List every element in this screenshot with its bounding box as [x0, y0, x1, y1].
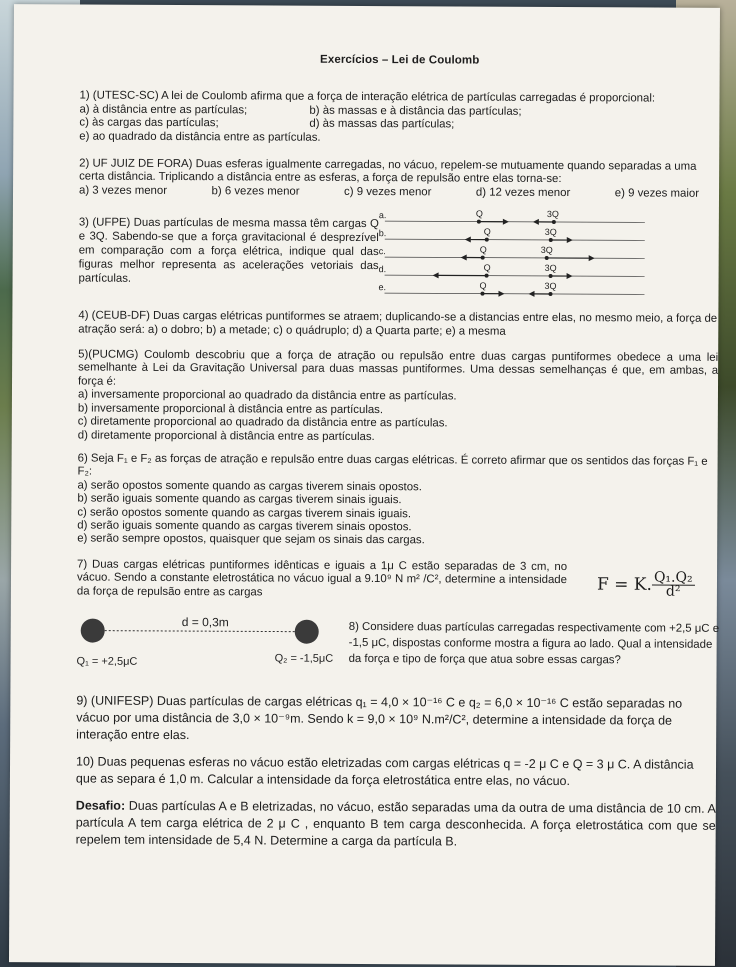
- formula-lhs: F = K.: [596, 574, 652, 595]
- option-c: c) diretamente proporcional ao quadrado da distância entre as partículas.: [77, 415, 448, 430]
- option-b: b) às massas e à distância das partículas;: [309, 104, 522, 118]
- distance-label: d = 0,3m: [181, 615, 229, 630]
- charge-3q-e: 3Q: [544, 281, 557, 292]
- option-e: e) serão sempre opostos, quaisquer que sejam os sinais das cargas.: [77, 532, 425, 547]
- question-5-stem: 5)(PUCMG) Coulomb descobriu que a força de atração ou repulsão entre duas cargas puntiformes obedece a uma lei semelhante à Lei da Gravitação Universal para duas massas puntiformes. Uma dessas semelhanças é que, em ambas, a força é:: [77, 348, 719, 388]
- option-d: d) diretamente proporcional à distância entre as partículas.: [77, 428, 375, 443]
- question-6-stem: 6) Seja F₁ e F₂ as forças de atração e repulsão entre duas cargas elétricas. É correto afirmar que os sentidos das forças F₁ e F₂:: [77, 452, 708, 478]
- question-4-stem: 4) (CEUB-DF) Duas cargas elétricas puntiformes se atraem; duplicando-se a distancias entre elas, no mesmo meio, a força de atração será: a) o dobro; b) a metade; c) o quádruplo; d) a Quarta parte; e) a mesma: [78, 309, 718, 338]
- charge-q-c: Q: [479, 244, 487, 255]
- charge-q-d: Q: [483, 262, 491, 273]
- question-1-stem: 1) (UTESC-SC) A lei de Coulomb afirma que a força de interação elétrica de partículas carregadas é proporcional:: [79, 89, 656, 105]
- question-8: [76, 612, 720, 685]
- option-e: e) 9 vezes maior: [614, 187, 700, 200]
- figure-label-b: b.: [378, 228, 387, 239]
- question-8-stem: 8) Considere duas partículas carregadas respectivamente com +2,5 μC e -1,5 μC, dispostas conforme mostra a figura ao lado. Qual a intensidade da força e tipo de força que atua sobre essas cargas?: [348, 620, 720, 667]
- question-6: [77, 452, 717, 549]
- option-a: a) à distância entre as partículas;: [79, 103, 248, 117]
- option-c: c) 9 vezes menor: [344, 185, 432, 199]
- question-2: [79, 158, 719, 202]
- figure-label-a: a.: [378, 210, 387, 221]
- question-4: [78, 310, 718, 340]
- question-3-stem: 3) (UFPE) Duas partículas de mesma massa têm cargas Q e 3Q. Sabendo-se que a força gravitacional é desprezível em comparação com a força elétrica, indique qual das figuras melhor representa as acelerações vetoriais das partículas.: [78, 216, 379, 286]
- formula-numerator: Q₁.Q₂: [652, 571, 695, 586]
- question-1: [79, 90, 719, 147]
- question-9-stem: 9) (UNIFESP) Duas partículas de cargas elétricas q₁ = 4,0 × 10⁻¹⁶ C e q₂ = 6,0 × 10⁻¹⁶ C estão separadas no vácuo por uma distância de 3,0 × 10⁻⁹m. Sendo k = 9,0 × 10⁹ N.m²/C², determine a intensidade da força de interação entre elas.: [76, 693, 683, 743]
- question-7-stem: 7) Duas cargas elétricas puntiformes idênticas e iguais a 1μ C estão separadas de 3 cm, no vácuo. Sendo a constante eletrostática no vácuo igual a 9.10⁹ N m² /C², determine a intensidade da força de repulsão entre as cargas: [76, 558, 568, 599]
- option-e: e) ao quadrado da distância entre as partículas.: [79, 130, 321, 144]
- option-b: b) serão iguais somente quando as cargas tiverem sinais iguais.: [77, 492, 402, 507]
- charge-q-b: Q: [483, 226, 491, 237]
- question-3: [78, 208, 718, 303]
- question-5: [78, 349, 718, 446]
- option-d: d) serão iguais somente quando as cargas tiverem sinais opostos.: [77, 519, 412, 534]
- charge-3q-b: 3Q: [544, 227, 557, 238]
- q2-label: Q₂ = -1,5μC: [274, 652, 334, 665]
- option-a: a) 3 vezes menor: [78, 184, 168, 197]
- charges-figure: [76, 612, 346, 683]
- charge-3q-d: 3Q: [544, 263, 557, 274]
- figure-label-d: d.: [378, 264, 387, 275]
- option-b: b) inversamente proporcional à distância entre as partículas.: [77, 402, 384, 416]
- option-d: d) 12 vezes menor: [475, 186, 571, 199]
- figure-label-e: e.: [378, 282, 387, 293]
- charge-3q-c: 3Q: [540, 245, 553, 256]
- challenge-text: Duas partículas A e B eletrizadas, no vácuo, estão separadas uma da outra de uma distância de 10 cm. A partícula A tem carga elétrica de 2 μ C , enquanto B tem carga desconhecida. A força eletrostática com que se repelem tem intensidade de 5,4 N. Determine a carga da partícula B.: [75, 798, 716, 849]
- charge-3q-a: 3Q: [546, 209, 559, 220]
- worksheet-paper: [9, 4, 720, 966]
- challenge-label: Desafio:: [75, 798, 126, 813]
- charge-q-a: Q: [475, 209, 483, 219]
- figure-label-c: c.: [378, 246, 386, 257]
- acceleration-figure: [378, 209, 648, 300]
- question-10: [76, 753, 716, 790]
- page-title: Exercícios – Lei de Coulomb: [320, 53, 480, 67]
- charge-q1: [81, 618, 105, 642]
- question-10-stem: 10) Duas pequenas esferas no vácuo estão eletrizadas com cargas elétricas q = -2 μ C e Q = 3 μ C. A distância que as separa é 1,0 m. Calcular a intensidade da força eletrostática entre elas, no vácuo.: [75, 754, 694, 789]
- question-2-stem: 2) UF JUIZ DE FORA) Duas esferas igualmente carregadas, no vácuo, repelem-se mutuamente quando separadas a uma certa distância. Triplicando a distância entre as esferas, a força de repulsão entre elas torna-se:: [79, 157, 697, 186]
- option-a: a) serão opostos somente quando as cargas tiverem sinais opostos.: [77, 479, 422, 494]
- worksheet-content: [76, 52, 720, 861]
- challenge-question: [76, 797, 716, 851]
- question-7: [77, 558, 717, 602]
- coulomb-formula: [597, 571, 717, 599]
- option-b: b) 6 vezes menor: [211, 185, 300, 198]
- charge-q2: [295, 620, 319, 644]
- option-c: c) às cargas das partículas;: [79, 116, 219, 130]
- option-a: a) inversamente proporcional ao quadrado da distância entre as partículas.: [77, 388, 457, 403]
- formula-denominator: d²: [665, 583, 681, 600]
- option-d: d) às massas das partículas;: [309, 117, 455, 131]
- option-c: c) serão opostos somente quando as cargas tiverem sinais iguais.: [77, 506, 412, 520]
- charge-q-e: Q: [479, 280, 487, 291]
- question-9: [76, 692, 716, 746]
- formula-fraction: [652, 571, 695, 599]
- q1-label: Q₁ = +2,5μC: [76, 655, 138, 668]
